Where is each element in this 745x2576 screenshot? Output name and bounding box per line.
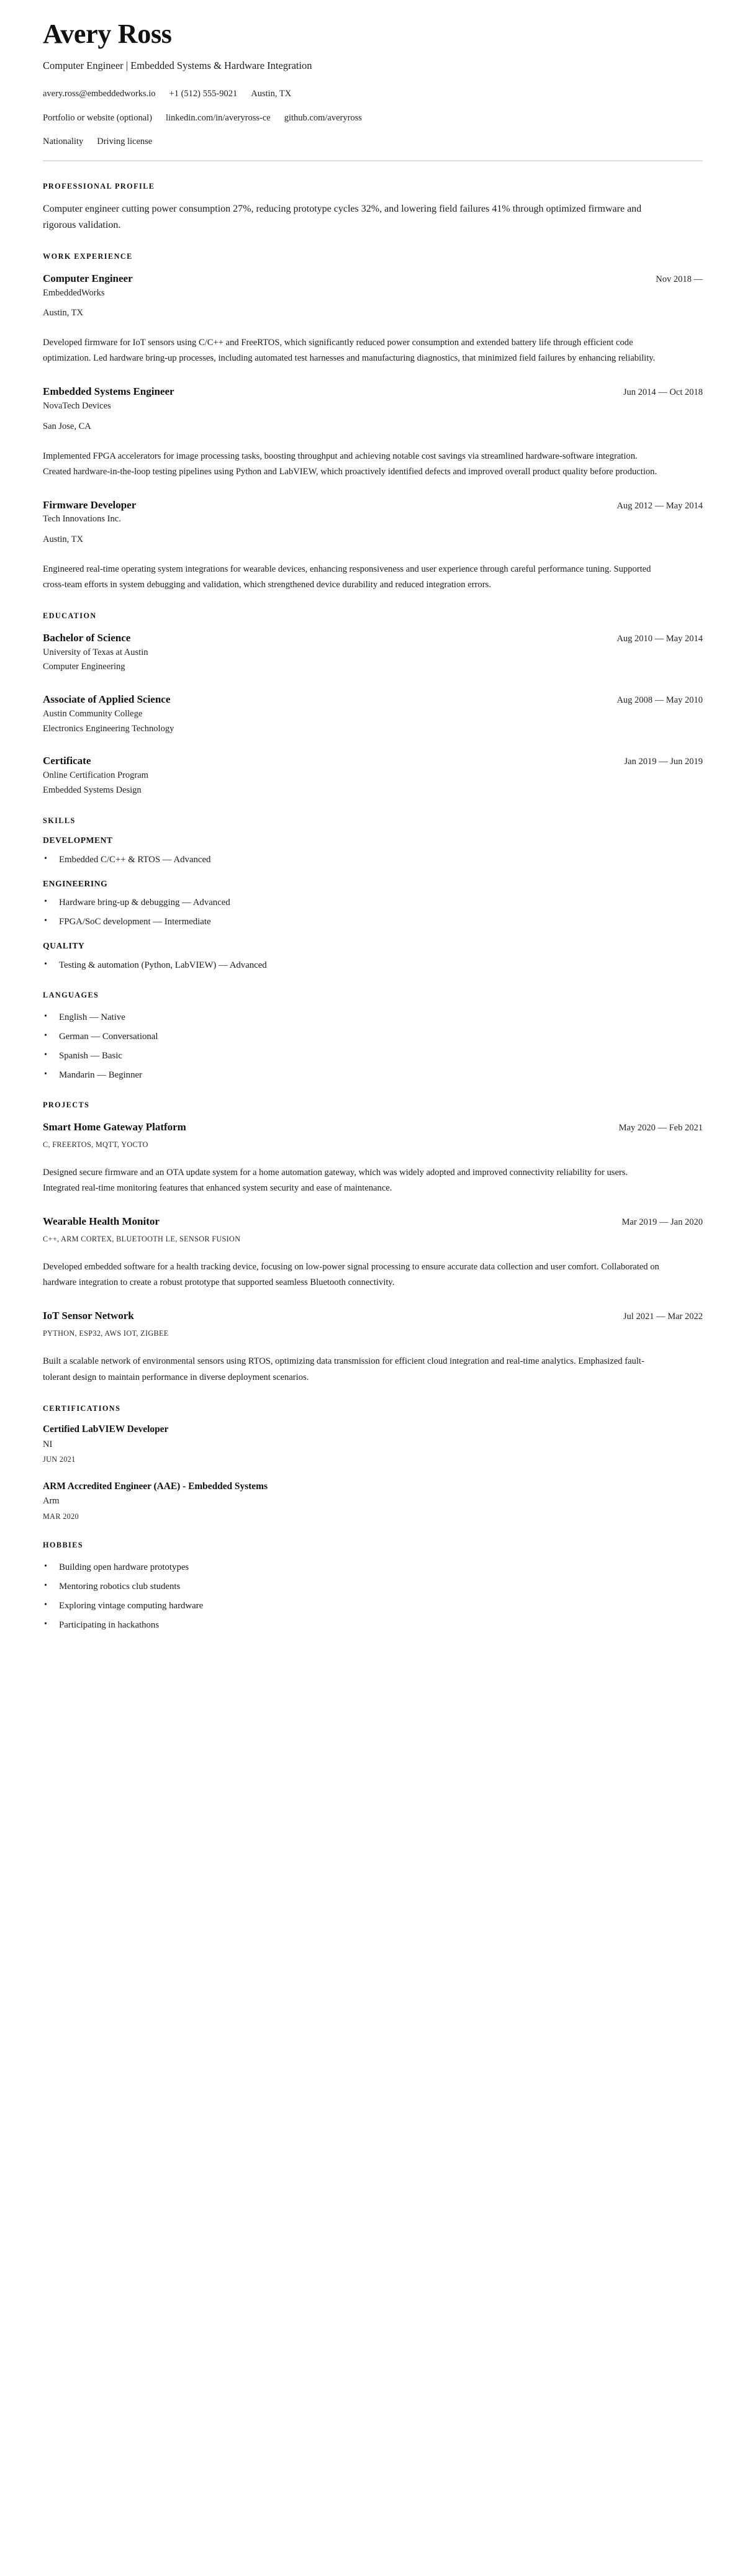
work-entry bbox=[43, 385, 703, 479]
skill-item: • Testing & automation (Python, LabVIEW) — Advanced bbox=[43, 958, 703, 972]
education-degree: Associate of Applied Science bbox=[43, 693, 171, 706]
education-entry bbox=[43, 631, 703, 674]
certification-entry bbox=[43, 1480, 703, 1522]
work-company: EmbeddedWorks bbox=[43, 287, 105, 298]
hobby-item: • Mentoring robotics club students bbox=[43, 1580, 703, 1593]
education-field: Embedded Systems Design bbox=[43, 785, 142, 795]
section-title-hobbies: HOBBIES bbox=[43, 1541, 84, 1549]
skill-list bbox=[43, 958, 703, 972]
work-date-range: Nov 2018 — bbox=[656, 274, 703, 284]
work-location: Austin, TX bbox=[43, 534, 83, 545]
contact-linkedin[interactable]: linkedin.com/in/averyross-ce bbox=[165, 112, 271, 123]
contact-nationality: Nationality bbox=[43, 137, 84, 147]
work-entry bbox=[43, 498, 703, 593]
skill-group-development bbox=[43, 835, 703, 867]
certification-title: Certified LabVIEW Developer bbox=[43, 1424, 169, 1435]
contact-row-extra bbox=[43, 136, 703, 148]
contact-portfolio[interactable]: Portfolio or website (optional) bbox=[43, 112, 152, 123]
project-tech-stack: C, FREERTOS, MQTT, YOCTO bbox=[43, 1140, 148, 1149]
work-description: Developed firmware for IoT sensors using C/C++ and FreeRTOS, which significantly reduced power consumption and extended battery life through efficient code optimization. Led hardware bring-up processes, including automated test harnesses and manufacturing diagnostics, that minimized field failures by enhancing reliability. bbox=[43, 338, 656, 364]
project-tech-stack: C++, ARM CORTEX, BLUETOOTH LE, SENSOR FUSION bbox=[43, 1234, 241, 1243]
education-field: Electronics Engineering Technology bbox=[43, 723, 174, 734]
skill-item: • Hardware bring-up & debugging — Advanced bbox=[43, 896, 703, 909]
contact-location: Austin, TX bbox=[251, 89, 292, 99]
certification-date: JUN 2021 bbox=[43, 1455, 76, 1464]
contact-row-primary bbox=[43, 88, 703, 101]
project-entry-head bbox=[43, 1215, 703, 1228]
project-date-range: May 2020 — Feb 2021 bbox=[618, 1122, 703, 1133]
education-entry-head bbox=[43, 754, 703, 768]
contact-driving-license: Driving license bbox=[97, 137, 153, 147]
education-institution: Online Certification Program bbox=[43, 770, 148, 781]
education-entry bbox=[43, 693, 703, 736]
candidate-headline: Computer Engineer | Embedded Systems & Hardware Integration bbox=[43, 59, 312, 71]
section-title-projects: PROJECTS bbox=[43, 1101, 90, 1110]
contact-phone[interactable]: +1 (512) 555-9021 bbox=[169, 89, 238, 99]
education-institution: Austin Community College bbox=[43, 708, 143, 719]
education-entry bbox=[43, 754, 703, 797]
certification-date: MAR 2020 bbox=[43, 1511, 79, 1521]
work-location: Austin, TX bbox=[43, 308, 83, 318]
work-description: Implemented FPGA accelerators for image processing tasks, boosting throughput and achieving notable cost savings via streamlined hardware-software integration. Created hardware-in-the-loop testing pipelines using Python and LabVIEW, which proactively identified defects and improved overall product quality before production. bbox=[43, 451, 657, 477]
education-date-range: Jan 2019 — Jun 2019 bbox=[624, 757, 703, 767]
language-item: • English — Native bbox=[43, 1011, 703, 1024]
work-description: Engineered real-time operating system integrations for wearable devices, enhancing responsiveness and user experience through careful performance tuning. Supported cross-team efforts in system debugging and validation, which strengthened device durability and reduced integration errors. bbox=[43, 564, 651, 590]
section-title-professional-profile: PROFESSIONAL PROFILE bbox=[43, 181, 155, 191]
project-entry bbox=[43, 1215, 703, 1290]
work-company: Tech Innovations Inc. bbox=[43, 514, 121, 525]
section-professional-profile bbox=[43, 182, 703, 233]
work-date-range: Jun 2014 — Oct 2018 bbox=[623, 387, 703, 398]
work-job-title: Firmware Developer bbox=[43, 498, 137, 511]
project-entry bbox=[43, 1120, 703, 1196]
language-list bbox=[43, 1011, 703, 1083]
section-projects bbox=[43, 1101, 703, 1385]
education-field: Computer Engineering bbox=[43, 662, 125, 672]
profile-summary: Computer engineer cutting power consumption 27%, reducing prototype cycles 32%, and lowering field failures 41% through optimized firmware and rigorous validation. bbox=[43, 204, 642, 231]
hobby-list bbox=[43, 1560, 703, 1633]
work-job-title: Embedded Systems Engineer bbox=[43, 385, 174, 398]
work-company: NovaTech Devices bbox=[43, 401, 111, 412]
certification-title: ARM Accredited Engineer (AAE) - Embedded Systems bbox=[43, 1480, 268, 1492]
skill-group-title: QUALITY bbox=[43, 941, 85, 951]
skill-list bbox=[43, 853, 703, 867]
project-description: Designed secure firmware and an OTA update system for a home automation gateway, which was widely adopted and improved connectivity reliability for users. Integrated real-time monitoring features that enhanced system security and ease of maintenance. bbox=[43, 1167, 628, 1194]
contact-github[interactable]: github.com/averyross bbox=[284, 112, 362, 123]
section-hobbies bbox=[43, 1541, 703, 1632]
education-degree: Bachelor of Science bbox=[43, 631, 131, 644]
contact-row-links bbox=[43, 112, 703, 125]
certification-issuer: NI bbox=[43, 1439, 53, 1449]
candidate-name: Avery Ross bbox=[43, 19, 172, 49]
project-description: Developed embedded software for a health tracking device, focusing on low-power signal processing to ensure accurate data collection and user comfort. Collaborated on hardware integration to create a robust prototype that supported seamless Bluetooth connectivity. bbox=[43, 1262, 659, 1288]
section-title-skills: SKILLS bbox=[43, 816, 76, 825]
section-skills bbox=[43, 816, 703, 972]
hobby-item: • Building open hardware prototypes bbox=[43, 1560, 703, 1574]
project-entry bbox=[43, 1309, 703, 1385]
work-date-range: Aug 2012 — May 2014 bbox=[616, 500, 703, 511]
resume-header bbox=[43, 20, 703, 148]
project-title: IoT Sensor Network bbox=[43, 1310, 134, 1322]
project-tech-stack: PYTHON, ESP32, AWS IOT, ZIGBEE bbox=[43, 1329, 169, 1338]
skill-item: • FPGA/SoC development — Intermediate bbox=[43, 915, 703, 929]
section-title-languages: LANGUAGES bbox=[43, 990, 99, 999]
project-title: Smart Home Gateway Platform bbox=[43, 1120, 186, 1133]
skill-item: • Embedded C/C++ & RTOS — Advanced bbox=[43, 853, 703, 867]
work-job-title: Computer Engineer bbox=[43, 272, 133, 284]
project-entry-head bbox=[43, 1120, 703, 1134]
header-divider bbox=[43, 160, 703, 161]
hobby-item: • Participating in hackathons bbox=[43, 1618, 703, 1632]
hobby-item: • Exploring vintage computing hardware bbox=[43, 1599, 703, 1613]
project-date-range: Mar 2019 — Jan 2020 bbox=[621, 1217, 703, 1228]
skill-group-title: ENGINEERING bbox=[43, 878, 108, 888]
contact-email[interactable]: avery.ross@embeddedworks.io bbox=[43, 89, 156, 99]
education-entry-head bbox=[43, 631, 703, 645]
work-entry bbox=[43, 272, 703, 366]
skill-group-title: DEVELOPMENT bbox=[43, 835, 113, 845]
education-date-range: Aug 2010 — May 2014 bbox=[616, 633, 703, 644]
language-item: • Spanish — Basic bbox=[43, 1049, 703, 1063]
work-entry-head bbox=[43, 272, 703, 286]
project-entry-head bbox=[43, 1309, 703, 1323]
section-education bbox=[43, 611, 703, 797]
section-title-certifications: CERTIFICATIONS bbox=[43, 1403, 121, 1413]
skill-list bbox=[43, 896, 703, 929]
skill-group-quality bbox=[43, 941, 703, 972]
certification-issuer: Arm bbox=[43, 1495, 60, 1506]
education-degree: Certificate bbox=[43, 755, 91, 767]
work-location: San Jose, CA bbox=[43, 421, 91, 431]
skill-group-engineering bbox=[43, 879, 703, 929]
section-languages bbox=[43, 991, 703, 1082]
work-entry-head bbox=[43, 498, 703, 512]
language-item: • German — Conversational bbox=[43, 1030, 703, 1043]
section-work-experience bbox=[43, 252, 703, 593]
project-description: Built a scalable network of environmental sensors using RTOS, optimizing data transmission for efficient cloud integration and real-time analytics. Emphasized fault-tolerant design to maintain performance in diverse deployment scenarios. bbox=[43, 1356, 644, 1382]
section-title-work-experience: WORK EXPERIENCE bbox=[43, 252, 133, 261]
project-title: Wearable Health Monitor bbox=[43, 1215, 160, 1228]
section-certifications bbox=[43, 1404, 703, 1522]
education-entry-head bbox=[43, 693, 703, 706]
education-date-range: Aug 2008 — May 2010 bbox=[616, 695, 703, 706]
certification-entry bbox=[43, 1423, 703, 1465]
section-title-education: EDUCATION bbox=[43, 611, 97, 621]
work-entry-head bbox=[43, 385, 703, 399]
project-date-range: Jul 2021 — Mar 2022 bbox=[623, 1312, 703, 1322]
language-item: • Mandarin — Beginner bbox=[43, 1068, 703, 1082]
education-institution: University of Texas at Austin bbox=[43, 647, 148, 657]
